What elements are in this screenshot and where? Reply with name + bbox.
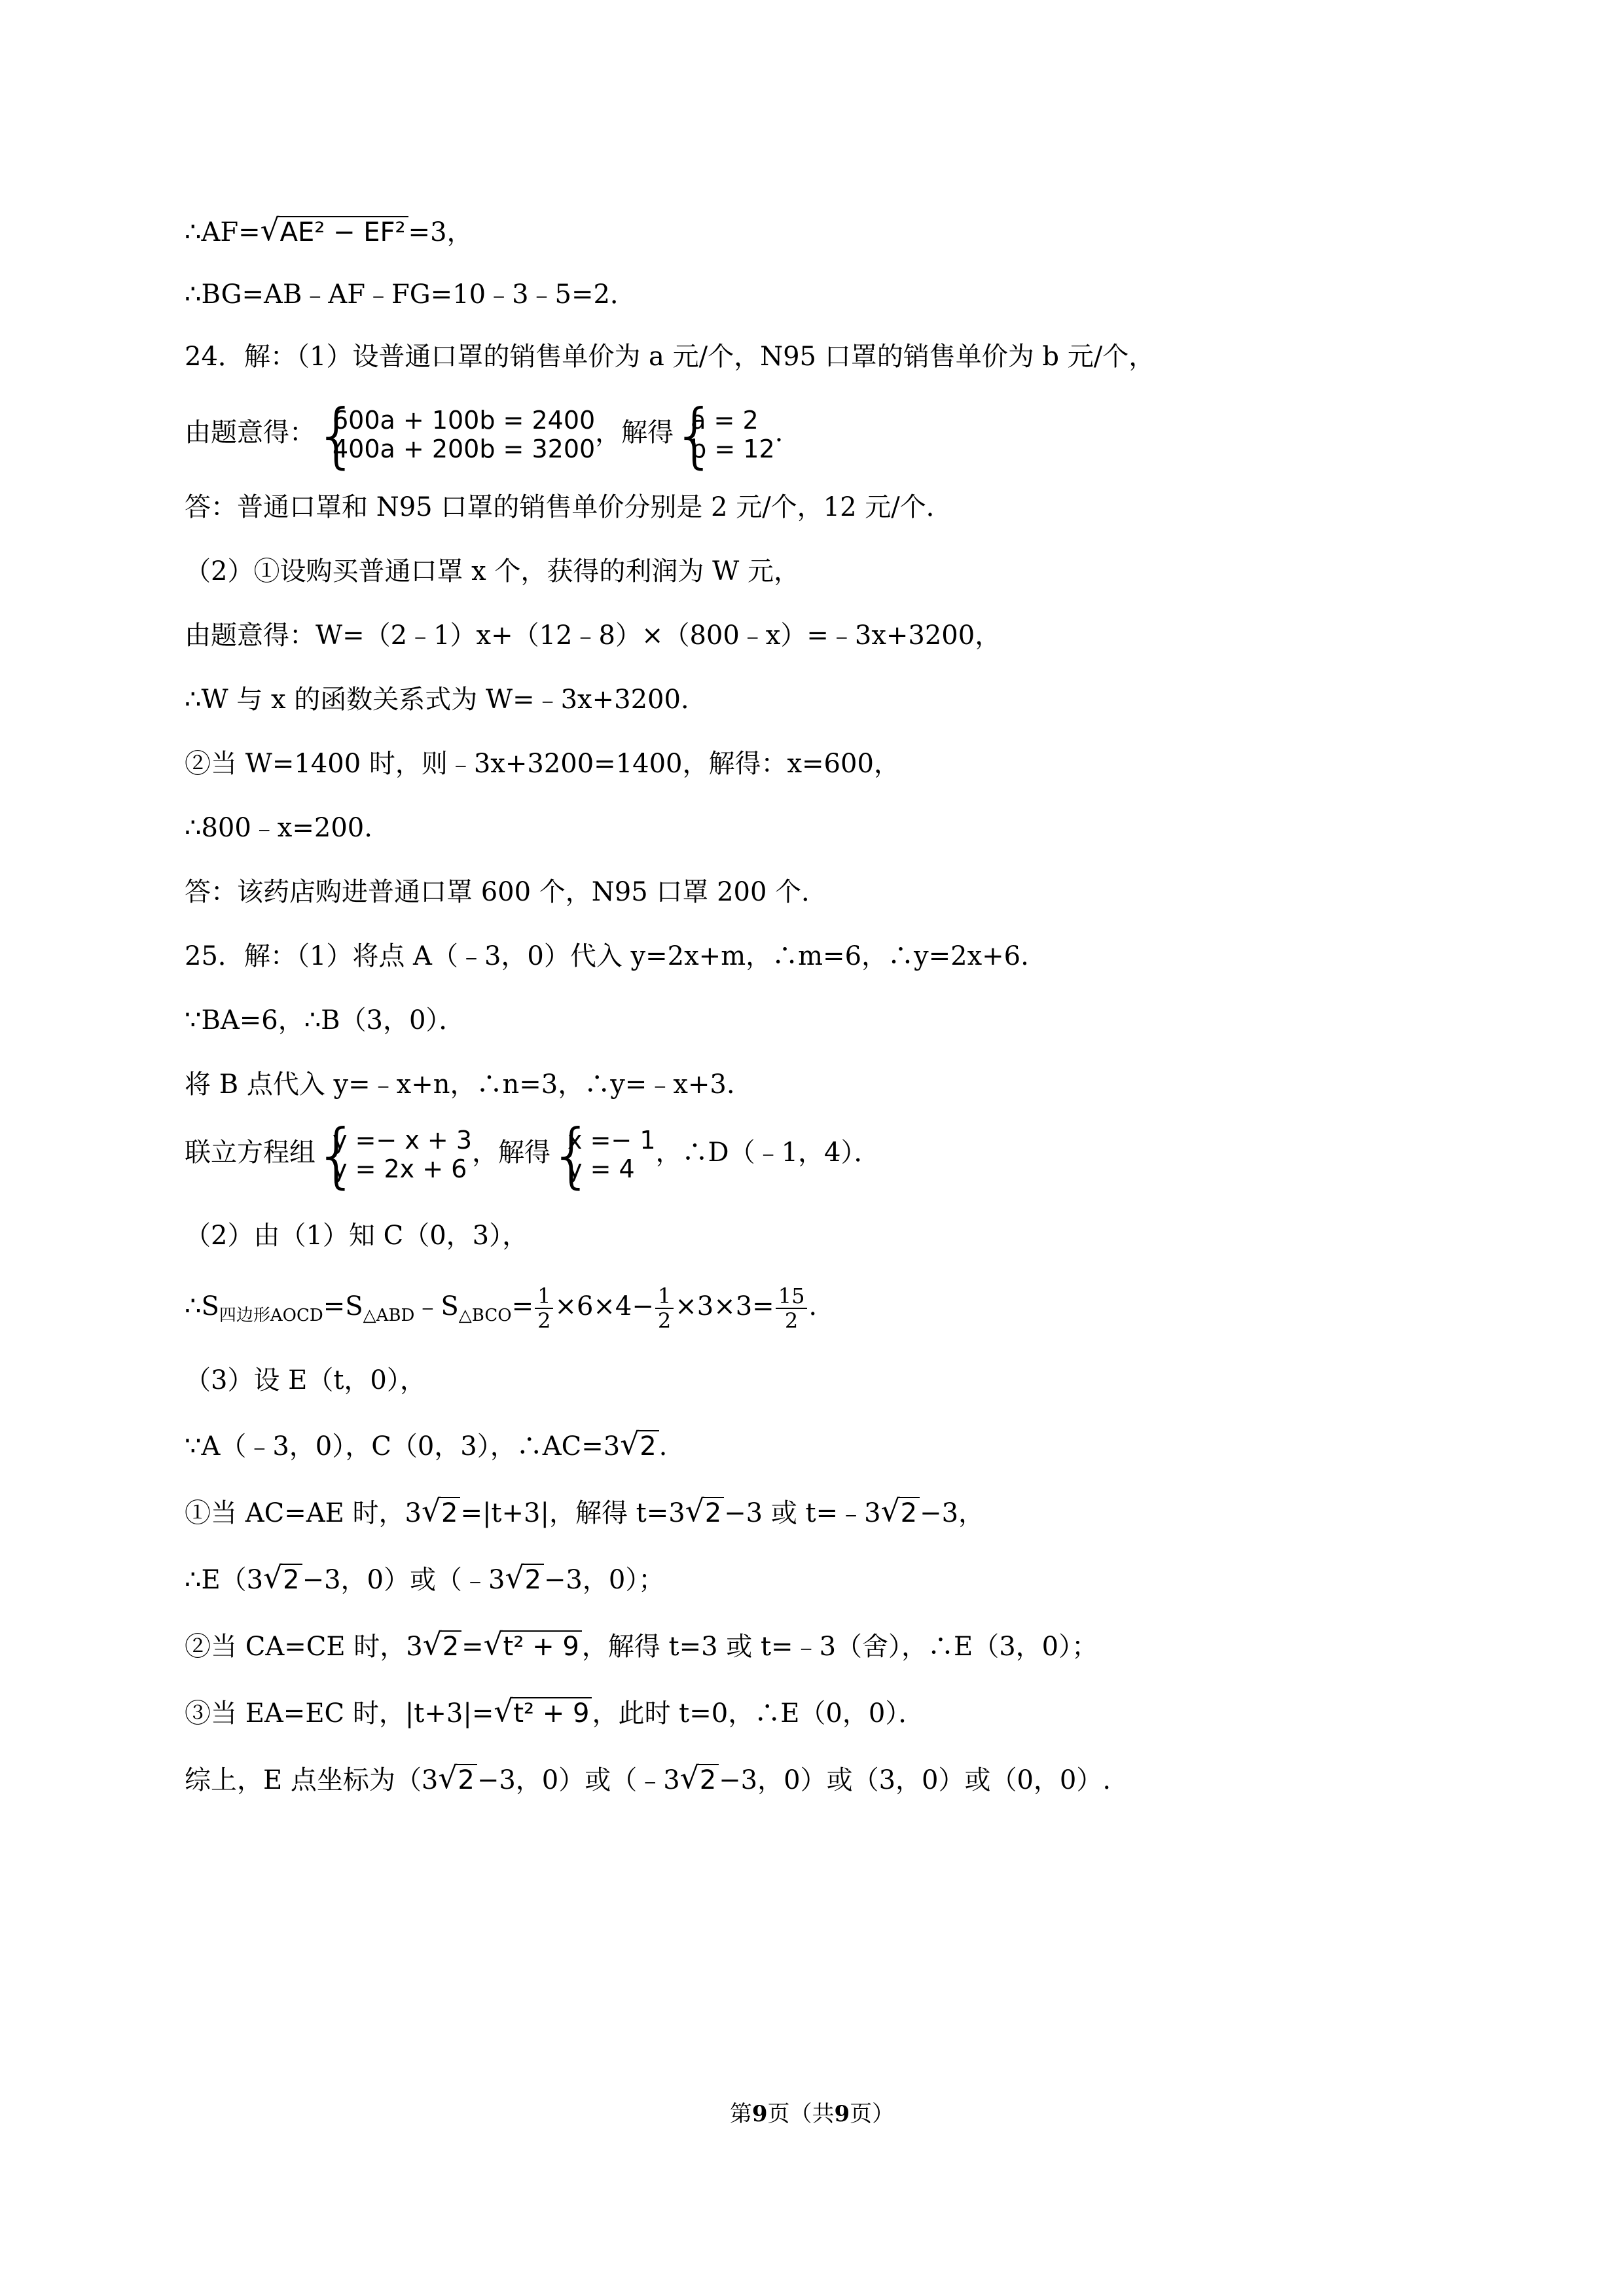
solution-system (550, 1126, 656, 1183)
text: ∴AF= (185, 217, 261, 247)
sqrt-expression (881, 1494, 920, 1533)
problem-25-heading: 25．解：（1）将点 A（﹣3，0）代入 y=2x+m，∴m=6，∴y=2x+6. (185, 941, 1029, 971)
footer-text: 页） (850, 2101, 895, 2127)
equation-system (316, 1126, 472, 1183)
solution-line-bg: ∴BG=AB﹣AF﹣FG=10﹣3﹣5=2． (185, 279, 636, 310)
problem-25-line-b: 将 B 点代入 y=﹣x+n，∴n=3，∴y=﹣x+3. (185, 1069, 735, 1100)
text: 综上，E 点坐标为（3 (185, 1765, 439, 1795)
problem-25-part-3: （3）设 E（t，0）， (185, 1365, 426, 1395)
text: =3， (408, 217, 473, 247)
fraction (535, 1284, 553, 1333)
text: ∴S (185, 1291, 219, 1321)
text: −3，0）或（3，0）或（0，0）. (719, 1765, 1111, 1795)
sqrt-expression (263, 1560, 302, 1600)
problem-24-solve: ②当 W=1400 时，则﹣3x+3200=1400，解得：x=600， (185, 749, 900, 779)
page-number: 9 (751, 2101, 768, 2127)
numerator: 1 (535, 1284, 553, 1309)
text: ，解得 (472, 1138, 550, 1168)
radicand: 2 (522, 1564, 543, 1595)
text: =|t+3|，解得 t=3 (460, 1498, 685, 1528)
radicand: 2 (440, 1630, 461, 1662)
fraction (655, 1284, 674, 1333)
page-total: 9 (834, 2101, 850, 2127)
problem-25-system (185, 1126, 1468, 1191)
footer-text: 第 (729, 2101, 752, 2127)
problem-24-function: ∴W 与 x 的函数关系式为 W=﹣3x+3200. (185, 685, 689, 715)
solution-line-af (185, 213, 1468, 252)
equation-row: y = 2x + 6 (333, 1155, 467, 1183)
problem-24-system (185, 406, 1468, 471)
sqrt-expression (505, 1560, 543, 1600)
fraction (776, 1284, 808, 1333)
denominator: 2 (784, 1308, 799, 1333)
radicand: AE² − EF² (278, 216, 408, 247)
sqrt-expression (438, 1761, 477, 1800)
radicand: 2 (455, 1764, 477, 1795)
problem-25-case-2 (185, 1627, 1468, 1666)
equation-row: 400a + 200b = 3200 (333, 435, 596, 463)
equation-row: { y =− x + 3 (333, 1126, 472, 1155)
problem-24-part-2: （2）①设购买普通口罩 x 个，获得的利润为 W 元， (185, 556, 800, 586)
text: . (774, 418, 784, 448)
sqrt-expression (494, 1694, 592, 1733)
subscript: 四边形AOCD (219, 1306, 323, 1325)
problem-25-point-b: ∵BA=6，∴B（3，0）． (185, 1005, 465, 1035)
numerator: 15 (776, 1284, 808, 1309)
radicand: 2 (439, 1497, 460, 1528)
sqrt-expression (620, 1427, 659, 1466)
denominator: 2 (657, 1308, 672, 1333)
text: . (659, 1431, 668, 1462)
problem-25-case-1 (185, 1494, 1468, 1533)
radicand: 2 (697, 1764, 719, 1795)
text: ②当 CA=CE 时，3 (185, 1632, 423, 1662)
radicand: 2 (898, 1497, 920, 1528)
text: −3，0）； (543, 1565, 665, 1595)
text: 由题意得： (185, 418, 316, 448)
problem-25-ac (185, 1427, 1468, 1466)
equation-system (316, 406, 595, 463)
text: = (511, 1291, 534, 1321)
sqrt-expression (685, 1494, 724, 1533)
radicand: 2 (280, 1564, 302, 1595)
radicand: t² + 9 (501, 1630, 582, 1662)
text: ∵A（﹣3，0），C（0，3），∴AC=3 (185, 1431, 621, 1462)
problem-24-heading: 24．解：（1）设普通口罩的销售单价为 a 元/个，N95 口罩的销售单价为 b 元/个， (185, 342, 1155, 372)
denominator: 2 (537, 1308, 551, 1333)
text: ×6×4− (554, 1291, 654, 1321)
radicand: 2 (637, 1430, 659, 1462)
text: −3 或 t=﹣3 (724, 1498, 881, 1528)
text: . (808, 1291, 818, 1321)
equation-row: { a = 2 (691, 406, 759, 435)
sqrt-expression (680, 1761, 719, 1800)
problem-25-conclusion (185, 1761, 1468, 1800)
text: ，解得 (595, 418, 674, 448)
text: ∴E（3 (185, 1565, 264, 1595)
radicand: t² + 9 (511, 1697, 592, 1729)
problem-25-case-3 (185, 1694, 1468, 1733)
sqrt-expression (261, 213, 408, 252)
problem-25-part-2: （2）由（1）知 C（0，3）， (185, 1221, 529, 1251)
text: 联立方程组 (185, 1138, 316, 1168)
text: =S (323, 1291, 363, 1321)
sqrt-expression (422, 1494, 460, 1533)
text: ，解得 t=3 或 t=﹣3（舍），∴E（3，0）； (581, 1632, 1098, 1662)
text: ①当 AC=AE 时，3 (185, 1498, 422, 1528)
sqrt-expression (423, 1627, 461, 1666)
solution-system (674, 406, 774, 463)
problem-25-area (185, 1284, 1468, 1336)
page-footer (0, 2098, 1624, 2130)
problem-24-answer-2: 答：该药店购进普通口罩 600 个，N95 口罩 200 个． (185, 877, 828, 907)
text: = (461, 1632, 484, 1662)
text: −3，0）或（﹣3 (302, 1565, 505, 1595)
equation-row: y = 4 (568, 1155, 635, 1183)
footer-text: 页（共 (767, 2101, 835, 2127)
problem-24-answer-1: 答：普通口罩和 N95 口罩的销售单价分别是 2 元/个，12 元/个． (185, 492, 952, 522)
text: ③当 EA=EC 时，|t+3|= (185, 1698, 494, 1729)
text: ，∴D（﹣1，4）． (655, 1138, 880, 1168)
text: ，此时 t=0，∴E（0，0）． (592, 1698, 925, 1729)
subscript: △ABD (363, 1306, 415, 1325)
text: −3，0）或（﹣3 (477, 1765, 680, 1795)
text: ﹣S (414, 1291, 459, 1321)
equation-row: { 600a + 100b = 2400 (333, 406, 596, 435)
sqrt-expression (484, 1627, 582, 1666)
equation-row: b = 12 (691, 435, 775, 463)
problem-24-profit-equation: 由题意得：W=（2﹣1）x+（12﹣8）×（800﹣x）=﹣3x+3200， (185, 620, 1001, 651)
problem-25-case-1-result (185, 1560, 1468, 1600)
subscript: △BCO (458, 1306, 512, 1325)
equation-row: { x =− 1 (568, 1126, 656, 1155)
problem-24-result: ∴800﹣x=200. (185, 813, 372, 843)
radicand: 2 (702, 1497, 724, 1528)
numerator: 1 (655, 1284, 674, 1309)
text: ×3×3= (675, 1291, 774, 1321)
text: −3， (920, 1498, 985, 1528)
